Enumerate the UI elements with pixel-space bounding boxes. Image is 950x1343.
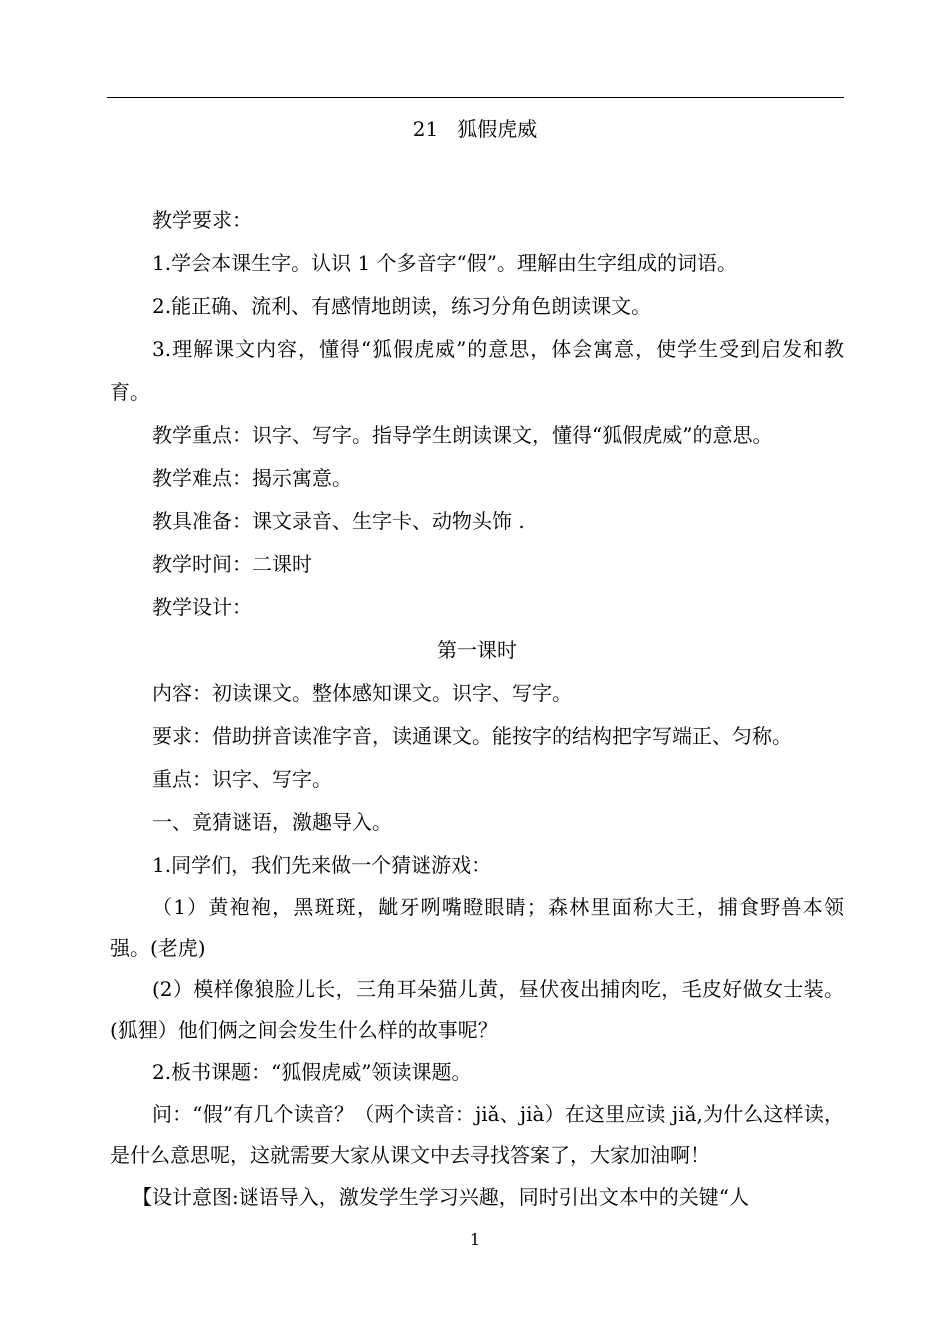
step-item-1: 1.同学们，我们先来做一个猜谜游戏： <box>152 853 492 877</box>
step-item-2: 2.板书课题：“狐假虎威”领读课题。 <box>152 1060 472 1084</box>
design-intent: 【设计意图:谜语导入，激发学生学习兴趣，同时引出文本中的关键“人 <box>132 1185 749 1209</box>
requirement-item-1: 1.学会本课生字。认识 1 个多音字“假”。理解由生字组成的词语。 <box>152 251 737 275</box>
page-number: 1 <box>469 1230 481 1249</box>
question-paragraph: 问：“假”有几个读音？（两个读音：jiǎ、jià）在这里应读 jiǎ,为什么这样读，是什么意思呢，这就需要大家从课文中去寻找答案了，大家加油啊！ <box>110 1102 844 1167</box>
riddle-1: （1）黄袍袍，黑斑斑，龇牙咧嘴瞪眼睛；森林里面称大王，捕食野兽本领强。(老虎) <box>110 895 844 960</box>
header-rule <box>107 97 844 98</box>
difficult-points: 教学难点：揭示寓意。 <box>152 466 352 490</box>
period-content: 内容：初读课文。整体感知课文。识字、写字。 <box>152 681 572 705</box>
step-heading-1: 一、竟猜谜语，激趣导入。 <box>152 810 392 834</box>
section-heading-requirements: 教学要求： <box>152 208 252 232</box>
teaching-aids: 教具准备：课文录音、生字卡、动物头饰 . <box>152 509 525 533</box>
lesson-body <box>110 199 844 1219</box>
period-requirements: 要求：借助拼音读准字音，读通课文。能按字的结构把字写端正、匀称。 <box>152 724 792 748</box>
requirement-item-2: 2.能正确、流利、有感情地朗读，练习分角色朗读课文。 <box>152 294 652 318</box>
lesson-period-heading: 第一课时 <box>437 638 517 662</box>
period-focus: 重点：识字、写字。 <box>152 767 332 791</box>
teaching-time: 教学时间：二课时 <box>152 552 312 576</box>
section-heading-design: 教学设计： <box>152 595 252 619</box>
requirement-item-3: 3.理解课文内容，懂得“狐假虎威”的意思，体会寓意，使学生受到启发和教育。 <box>110 337 844 404</box>
riddle-2: (2）模样像狼脸儿长，三角耳朵猫儿黄，昼伏夜出捕肉吃，毛皮好做女士装。(狐狸）他们俩之间会发生什么样的故事呢？ <box>110 977 844 1042</box>
lesson-title: 21 狐假虎威 <box>412 117 538 141</box>
key-points: 教学重点：识字、写字。指导学生朗读课文，懂得“狐假虎威”的意思。 <box>152 423 773 447</box>
